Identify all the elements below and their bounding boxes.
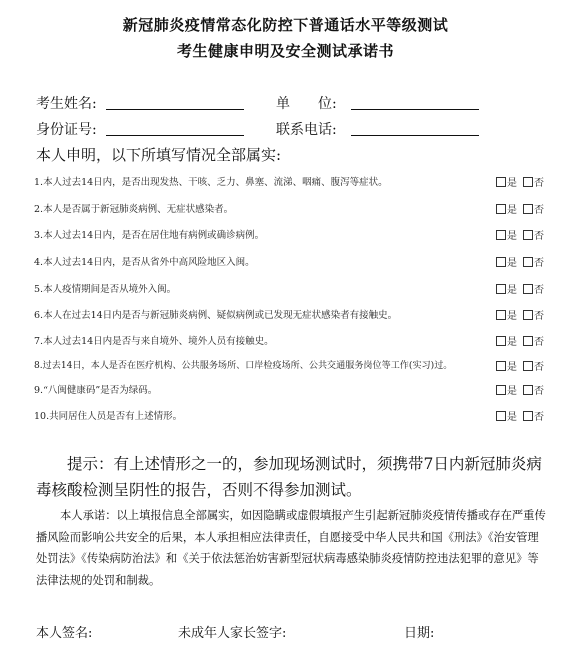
no-checkbox[interactable]	[523, 230, 533, 240]
yes-label: 是	[507, 386, 517, 397]
question-options	[496, 227, 544, 242]
test-notice: 提示：有上述情形之一的，参加现场测试时，须携带7日内新冠肺炎病毒核酸检测呈阴性的报告，否则不得参加测试。	[36, 455, 542, 499]
no-checkbox[interactable]	[523, 361, 533, 371]
yes-checkbox[interactable]	[496, 204, 506, 214]
no-label: 否	[534, 362, 544, 373]
question-text: 10.共同居住人员是否有上述情形。	[34, 411, 183, 422]
question-row	[34, 333, 544, 349]
question-text: 5.本人疫情期间是否从境外入闽。	[34, 284, 177, 295]
question-row	[34, 281, 544, 297]
yes-label: 是	[507, 205, 517, 216]
yes-checkbox[interactable]	[496, 361, 506, 371]
question-row	[34, 382, 544, 398]
question-options	[496, 333, 544, 348]
no-checkbox[interactable]	[523, 177, 533, 187]
no-checkbox[interactable]	[523, 284, 533, 294]
no-checkbox[interactable]	[523, 336, 533, 346]
no-checkbox[interactable]	[523, 257, 533, 267]
yes-label: 是	[507, 412, 517, 423]
yes-checkbox[interactable]	[496, 411, 506, 421]
question-options	[496, 281, 544, 296]
no-label: 否	[534, 178, 544, 189]
no-label: 否	[534, 311, 544, 322]
question-row	[34, 408, 544, 424]
question-options	[496, 307, 544, 322]
no-label: 否	[534, 231, 544, 242]
declaration-intro: 本人申明，以下所填写情况全部属实:	[36, 146, 282, 164]
self-signature-label: 本人签名:	[36, 626, 93, 641]
question-text: 7.本人过去14日内是否与来自境外、境外人员有接触史。	[34, 336, 274, 347]
id-label: 身份证号:	[36, 122, 97, 138]
question-row	[34, 358, 544, 374]
form-subtitle: 考生健康申明及安全测试承诺书	[176, 42, 394, 60]
unit-label: 单 位:	[276, 96, 337, 112]
date-label: 日期:	[404, 626, 435, 641]
pledge-paragraph: 本人承诺：以上填报信息全部属实，如因隐瞒或虚假填报产生引起新冠肺炎疫情传播或存在严重传播风险而影响公共安全的后果，本人承担相应法律责任，自愿接受中华人民共和国《刑法》《治安管理处罚法》《传染病防治法》和《关于依法惩治妨害新型冠状病毒感染肺炎疫情防控违法犯罪的意见》等法律法规的处罚和制裁。	[36, 509, 546, 587]
question-row	[34, 227, 544, 243]
no-checkbox[interactable]	[523, 310, 533, 320]
name-field[interactable]	[106, 95, 244, 110]
question-row	[34, 307, 544, 323]
unit-field[interactable]	[351, 95, 479, 110]
yes-checkbox[interactable]	[496, 336, 506, 346]
question-text: 9.“八闽健康码”是否为绿码。	[34, 385, 158, 396]
question-text: 1.本人过去14日内，是否出现发热、干咳、乏力、鼻塞、流涕、咽痛、腹泻等症状。	[34, 177, 388, 188]
yes-label: 是	[507, 311, 517, 322]
no-checkbox[interactable]	[523, 204, 533, 214]
question-options	[496, 408, 544, 423]
question-options	[496, 358, 544, 373]
name-label: 考生姓名:	[36, 96, 97, 112]
question-row	[34, 201, 544, 217]
no-label: 否	[534, 337, 544, 348]
yes-label: 是	[507, 285, 517, 296]
yes-label: 是	[507, 362, 517, 373]
yes-checkbox[interactable]	[496, 385, 506, 395]
no-label: 否	[534, 258, 544, 269]
question-options	[496, 254, 544, 269]
yes-label: 是	[507, 231, 517, 242]
question-row	[34, 174, 544, 190]
phone-label: 联系电话:	[276, 122, 337, 138]
yes-checkbox[interactable]	[496, 230, 506, 240]
no-label: 否	[534, 285, 544, 296]
yes-label: 是	[507, 258, 517, 269]
yes-label: 是	[507, 178, 517, 189]
no-checkbox[interactable]	[523, 411, 533, 421]
question-text: 4.本人过去14日内，是否从省外中高风险地区入闽。	[34, 257, 255, 268]
yes-checkbox[interactable]	[496, 284, 506, 294]
phone-field[interactable]	[351, 121, 479, 136]
question-options	[496, 174, 544, 189]
question-text: 2.本人是否属于新冠肺炎病例、无症状感染者。	[34, 204, 234, 215]
guardian-signature-label: 未成年人家长签字:	[178, 626, 287, 641]
id-number-field[interactable]	[106, 121, 244, 136]
no-label: 否	[534, 205, 544, 216]
form-title: 新冠肺炎疫情常态化防控下普通话水平等级测试	[122, 16, 449, 34]
yes-label: 是	[507, 337, 517, 348]
question-options	[496, 201, 544, 216]
question-row	[34, 254, 544, 270]
question-text: 6.本人在过去14日内是否与新冠肺炎病例、疑似病例或已发现无症状感染者有接触史。	[34, 310, 398, 321]
no-label: 否	[534, 386, 544, 397]
yes-checkbox[interactable]	[496, 257, 506, 267]
no-checkbox[interactable]	[523, 385, 533, 395]
yes-checkbox[interactable]	[496, 310, 506, 320]
no-label: 否	[534, 412, 544, 423]
yes-checkbox[interactable]	[496, 177, 506, 187]
question-options	[496, 382, 544, 397]
question-text: 3.本人过去14日内，是否在居住地有病例或确诊病例。	[34, 230, 265, 241]
question-text: 8.过去14日，本人是否在医疗机构、公共服务场所、口岸检疫场所、公共交通服务岗位等工作(实习)过。	[34, 361, 453, 371]
